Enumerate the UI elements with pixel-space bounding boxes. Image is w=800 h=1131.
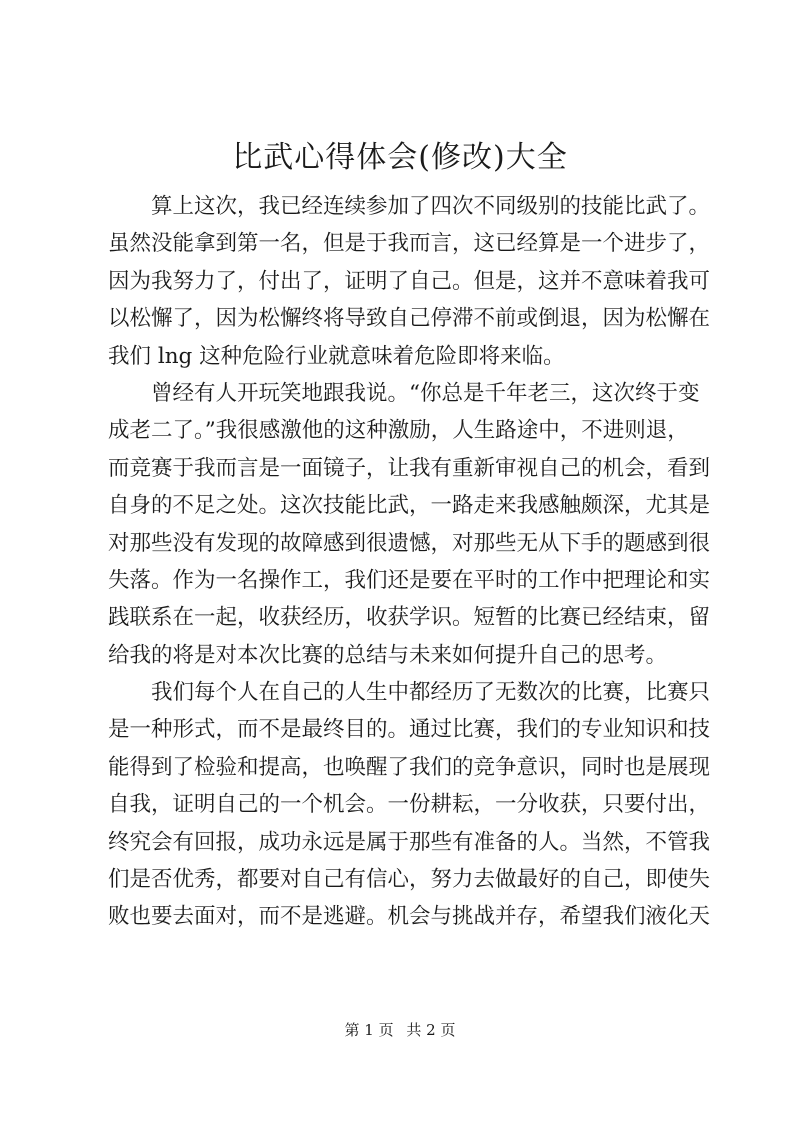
page-number: 第 1 页 (344, 1021, 394, 1039)
text-line: 我们每个人在自己的人生中都经历了无数次的比赛，比赛只 (151, 680, 711, 706)
text-line: 是一种形式，而不是最终目的。通过比赛，我们的专业知识和技 (108, 717, 711, 743)
text-line: 而竞赛于我而言是一面镜子，让我有重新审视自己的机会，看到 (108, 455, 711, 481)
text-line: 们是否优秀，都要对自己有信心，努力去做最好的自己，即使失 (108, 867, 711, 893)
page-total: 共 2 页 (406, 1021, 456, 1039)
text-line: 虽然没能拿到第一名，但是于我而言，这已经算是一个进步了， (108, 231, 711, 257)
page-footer (0, 1020, 800, 1040)
text-line: 以松懈了，因为松懈终将导致自己停滞不前或倒退，因为松懈在 (108, 306, 711, 332)
text-line: 给我的将是对本次比赛的总结与未来如何提升自己的思考。 (108, 642, 668, 668)
text-line: 能得到了检验和提高，也唤醒了我们的竞争意识，同时也是展现 (108, 754, 711, 780)
text-line: 因为我努力了，付出了，证明了自己。但是，这并不意味着我可 (108, 268, 711, 294)
text-line: 我们 lng 这种危险行业就意味着危险即将来临。 (108, 343, 565, 369)
text-line: 败也要去面对，而不是逃避。机会与挑战并存，希望我们液化天 (108, 904, 711, 930)
document-body (108, 188, 711, 936)
text-line: 曾经有人开玩笑地跟我说。“你总是千年老三，这次终于变 (151, 380, 700, 406)
text-line: 自身的不足之处。这次技能比武，一路走来我感触颇深，尤其是 (108, 493, 711, 519)
text-line: 成老二了。”我很感激他的这种激励，人生路途中，不进则退， (108, 418, 689, 444)
text-line: 失落。作为一名操作工，我们还是要在平时的工作中把理论和实 (108, 567, 711, 593)
text-line: 终究会有回报，成功永远是属于那些有准备的人。当然，不管我 (108, 829, 711, 855)
text-line: 践联系在一起，收获经历，收获学识。短暂的比赛已经结束，留 (108, 605, 711, 631)
text-line: 对那些没有发现的故障感到很遗憾，对那些无从下手的题感到很 (108, 530, 711, 556)
text-line: 算上这次，我已经连续参加了四次不同级别的技能比武了。 (151, 194, 711, 219)
text-line: 自我，证明自己的一个机会。一份耕耘，一分收获，只要付出， (108, 792, 711, 818)
document-title: 比武心得体会(修改)大全 (232, 140, 568, 175)
